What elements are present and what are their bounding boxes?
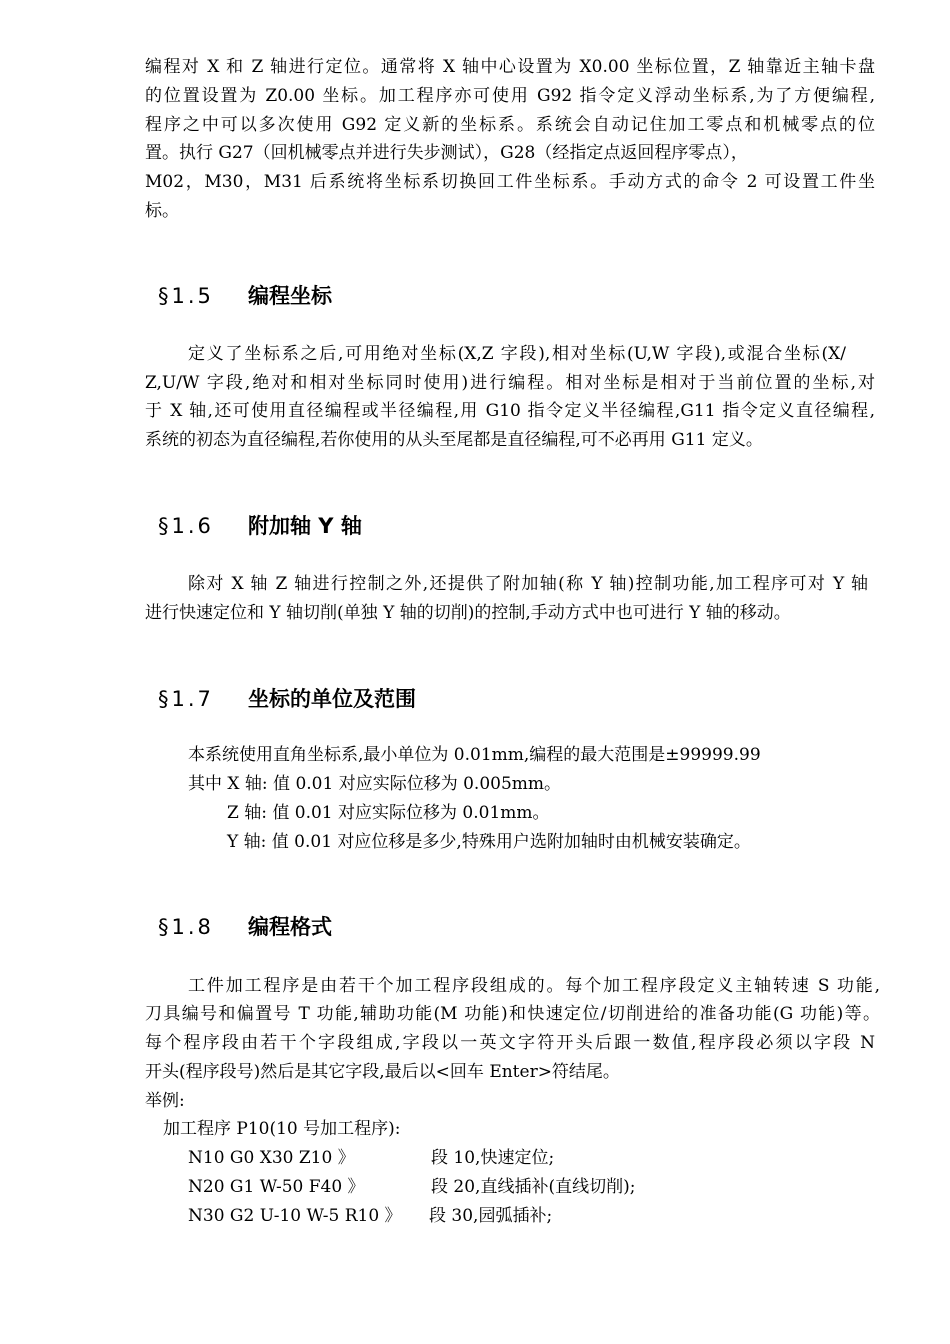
section-heading-1-8 [158,911,332,941]
intro-line-5: M02，M30，M31 后系统将坐标系切换回工件坐标系。手动方式的命令 2 可设置工件坐 [145,172,875,192]
example-label: 举例: [145,1091,185,1111]
section-title: 编程坐标 [248,284,332,308]
paragraph-line: Z 轴: 值 0.01 对应实际位移为 0.01mm。 [227,803,550,823]
paragraph-line: 开头(程序段号)然后是其它字段,最后以<回车 Enter>符结尾。 [145,1062,620,1082]
program-code: N20 G1 W-50 F40 》 [188,1177,365,1197]
section-number: §1.6 [158,514,214,538]
paragraph-line: 工件加工程序是由若干个加工程序段组成的。每个加工程序段定义主轴转速 S 功能, [188,976,880,996]
paragraph-line: 除对 X 轴 Z 轴进行控制之外,还提供了附加轴(称 Y 轴)控制功能,加工程序可对 Y 轴 [188,574,868,594]
intro-line-3: 程序之中可以多次使用 G92 定义新的坐标系。系统会自动记住加工零点和机械零点的位 [145,115,875,135]
section-heading-1-5 [158,280,332,310]
paragraph-line: 其中 X 轴: 值 0.01 对应实际位移为 0.005mm。 [188,774,562,794]
section-number: §1.7 [158,687,214,711]
paragraph-line: 进行快速定位和 Y 轴切削(单独 Y 轴的切削)的控制,手动方式中也可进行 Y 轴的移动。 [145,603,791,623]
intro-line-4: 置。执行 G27（回机械零点并进行失步测试），G28（经指定点返回程序零点）， [145,143,748,163]
paragraph-line: Y 轴: 值 0.01 对应位移是多少,特殊用户选附加轴时由机械安装确定。 [227,832,751,852]
paragraph-line: Z,U/W 字段,绝对和相对坐标同时使用)进行编程。相对坐标是相对于当前位置的坐标,对 [145,373,875,393]
intro-line-1: 编程对 X 和 Z 轴进行定位。通常将 X 轴中心设置为 X0.00 坐标位置，Z 轴靠近主轴卡盘 [145,57,875,77]
program-code: N10 G0 X30 Z10 》 [188,1148,355,1168]
paragraph-line: 刀具编号和偏置号 T 功能,辅助功能(M 功能)和快速定位/切削进给的准备功能(G 功能)等。 [145,1004,880,1024]
section-title: 附加轴 Y 轴 [248,514,362,538]
program-code: N30 G2 U-10 W-5 R10 》 [188,1206,402,1226]
program-title: 加工程序 P10(10 号加工程序): [163,1119,401,1139]
program-comment: 段 10,快速定位; [431,1148,555,1168]
paragraph-line: 于 X 轴,还可使用直径编程或半径编程,用 G10 指令定义半径编程,G11 指令定义直径编程, [145,401,875,421]
paragraph-line: 系统的初态为直径编程,若你使用的从头至尾都是直径编程,可不必再用 G11 定义。 [145,430,763,450]
section-title: 编程格式 [248,915,332,939]
paragraph-line: 本系统使用直角坐标系,最小单位为 0.01mm,编程的最大范围是±99999.99 [188,745,761,765]
intro-line-2: 的位置设置为 Z0.00 坐标。加工程序亦可使用 G92 指令定义浮动坐标系,为了方便编程, [145,86,875,106]
paragraph-line: 定义了坐标系之后,可用绝对坐标(X,Z 字段),相对坐标(U,W 字段),或混合坐标(X/ [188,344,846,364]
intro-line-6: 标。 [145,201,179,221]
program-comment: 段 30,园弧插补; [429,1206,553,1226]
section-number: §1.5 [158,284,214,308]
section-title: 坐标的单位及范围 [248,687,416,711]
section-number: §1.8 [158,915,214,939]
section-heading-1-6 [158,510,362,540]
section-heading-1-7 [158,683,416,713]
program-comment: 段 20,直线插补(直线切削); [431,1177,636,1197]
paragraph-line: 每个程序段由若干个字段组成,字段以一英文字符开头后跟一数值,程序段必须以字段 N [145,1033,875,1053]
